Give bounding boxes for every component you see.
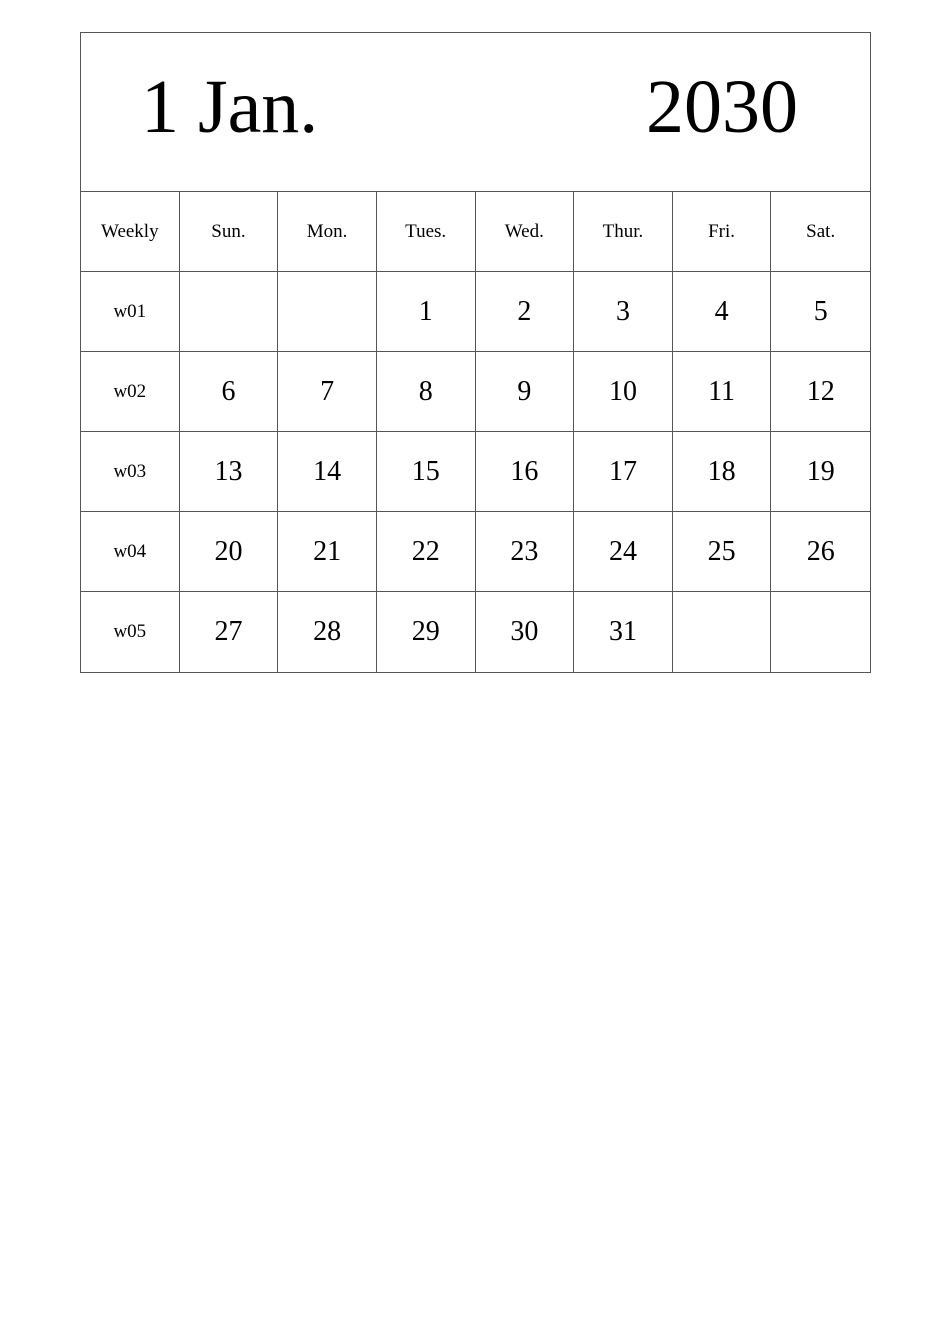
day-cell: 16 <box>476 432 575 512</box>
day-cell <box>673 592 772 672</box>
day-cell <box>278 272 377 352</box>
day-cell: 11 <box>673 352 772 432</box>
day-cell: 29 <box>377 592 476 672</box>
day-cell: 12 <box>771 352 870 432</box>
day-cell <box>771 592 870 672</box>
day-cell: 27 <box>180 592 279 672</box>
day-cell <box>180 272 279 352</box>
calendar-header <box>81 33 870 192</box>
day-cell: 9 <box>476 352 575 432</box>
day-cell: 22 <box>377 512 476 592</box>
day-cell: 20 <box>180 512 279 592</box>
day-cell: 4 <box>673 272 772 352</box>
day-cell: 30 <box>476 592 575 672</box>
week-label: w02 <box>81 352 180 432</box>
day-cell: 31 <box>574 592 673 672</box>
day-cell: 17 <box>574 432 673 512</box>
monday-header: Mon. <box>278 192 377 272</box>
day-cell: 5 <box>771 272 870 352</box>
week-label: w01 <box>81 272 180 352</box>
week-label: w04 <box>81 512 180 592</box>
day-cell: 21 <box>278 512 377 592</box>
day-cell: 1 <box>377 272 476 352</box>
calendar <box>80 32 871 673</box>
wednesday-header: Wed. <box>476 192 575 272</box>
day-cell: 10 <box>574 352 673 432</box>
tuesday-header: Tues. <box>377 192 476 272</box>
day-cell: 26 <box>771 512 870 592</box>
week-label: w03 <box>81 432 180 512</box>
day-cell: 3 <box>574 272 673 352</box>
day-cell: 14 <box>278 432 377 512</box>
day-cell: 25 <box>673 512 772 592</box>
day-cell: 6 <box>180 352 279 432</box>
month-title: 1 Jan. <box>141 65 319 149</box>
thursday-header: Thur. <box>574 192 673 272</box>
day-cell: 23 <box>476 512 575 592</box>
day-cell: 15 <box>377 432 476 512</box>
saturday-header: Sat. <box>771 192 870 272</box>
day-cell: 18 <box>673 432 772 512</box>
week-label: w05 <box>81 592 180 672</box>
day-cell: 7 <box>278 352 377 432</box>
calendar-grid <box>81 192 870 672</box>
day-cell: 13 <box>180 432 279 512</box>
year-title: 2030 <box>646 65 798 149</box>
weekly-column-header: Weekly <box>81 192 180 272</box>
friday-header: Fri. <box>673 192 772 272</box>
day-cell: 24 <box>574 512 673 592</box>
sunday-header: Sun. <box>180 192 279 272</box>
day-cell: 28 <box>278 592 377 672</box>
day-cell: 8 <box>377 352 476 432</box>
day-cell: 19 <box>771 432 870 512</box>
day-cell: 2 <box>476 272 575 352</box>
